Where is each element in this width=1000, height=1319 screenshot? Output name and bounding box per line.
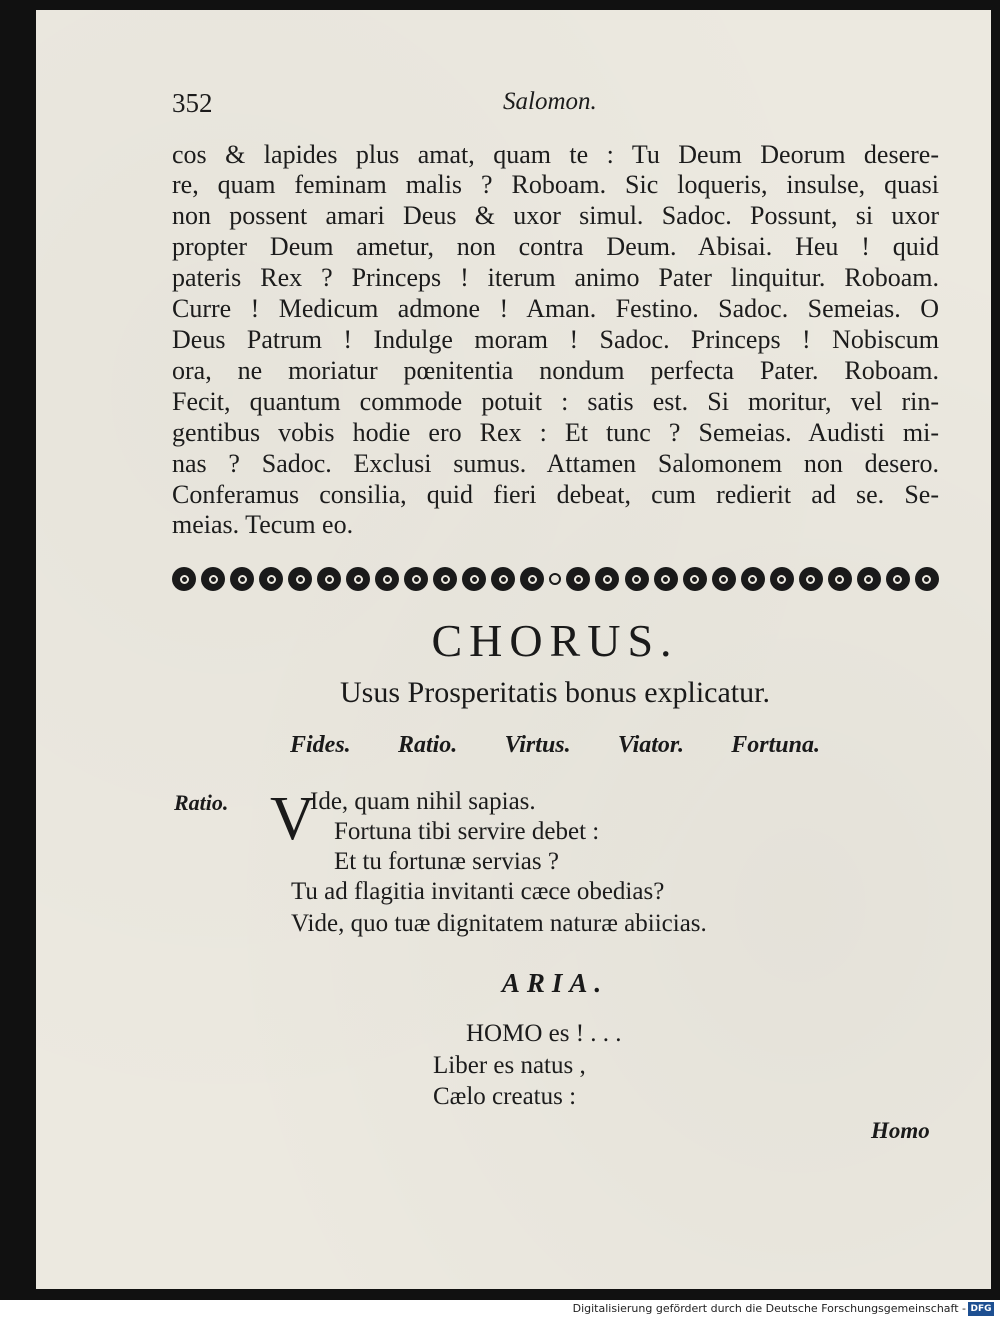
ornament-rosette (491, 567, 515, 591)
ornament-rosette (770, 567, 794, 591)
aria-line: Liber es natus , (433, 1052, 586, 1079)
prose-line: meias. Tecum eo. (172, 510, 354, 539)
ornament-rosette (375, 567, 399, 591)
prose-line: Curre ! Medicum admone ! Aman. Festino. Sadoc. Semeias. O (172, 294, 939, 323)
ornament-rosette (317, 567, 341, 591)
cast-name: Viator. (617, 732, 684, 758)
digitization-credit: Digitalisierung gefördert durch die Deutsche Forschungsgemeinschaft - (572, 1302, 966, 1315)
ornament-rosette (915, 567, 939, 591)
ornament-rosette (712, 567, 736, 591)
prose-line: re, quam feminam malis ? Roboam. Sic loqueris, insulse, quasi (172, 170, 939, 199)
cast-name: Virtus. (504, 732, 571, 758)
verse-line: Fortuna tibi servire debet : (334, 818, 600, 845)
verse-line: Vide, quo tuæ dignitatem naturæ abiicias. (291, 910, 707, 937)
verse-line: Et tu fortunæ servias ? (334, 848, 559, 875)
cast-name: Ratio. (397, 732, 458, 758)
prose-line: gentibus vobis hodie ero Rex : Et tunc ? Semeias. Audisti mi- (172, 418, 939, 447)
aria-heading: ARIA. (501, 968, 609, 998)
ornament-rosette (259, 567, 283, 591)
ornament-rosette (799, 567, 823, 591)
ornament-rosette (549, 573, 561, 585)
ornament-rosette (462, 567, 486, 591)
aria-line: Cælo creatus : (433, 1083, 577, 1110)
ornament-rosette (433, 567, 457, 591)
prose-line: Deus Patrum ! Indulge moram ! Sadoc. Princeps ! Nobiscum (172, 325, 939, 354)
speaker-label: Ratio. (174, 790, 229, 815)
cast-name: Fides. (290, 732, 351, 758)
ornament-rosette (566, 567, 590, 591)
ornament-rosette (172, 567, 196, 591)
ornament-rosette (683, 567, 707, 591)
ornament-rosette (828, 567, 852, 591)
prose-line: Fecit, quantum commode potuit : satis est. Si moritur, vel rin- (172, 387, 939, 416)
prose-line: pateris Rex ? Princeps ! iterum animo Pater linquitur. Roboam. (172, 263, 939, 292)
ornament-rosette (741, 567, 765, 591)
prose-line: cos & lapides plus amat, quam te : Tu Deum Deorum desere- (172, 140, 939, 169)
ornament-rosette (595, 567, 619, 591)
ornament-rosette (346, 567, 370, 591)
ornament-rosette (201, 567, 225, 591)
chorus-subtitle: Usus Prosperitatis bonus explicatur. (340, 676, 770, 709)
prose-line: nas ? Sadoc. Exclusi sumus. Attamen Salomonem non desero. (172, 449, 939, 478)
running-title: Salomon. (503, 88, 597, 115)
ornament-rosette (288, 567, 312, 591)
ornament-rosette (654, 567, 678, 591)
prose-line: non possent amari Deus & uxor simul. Sadoc. Possunt, si uxor (172, 201, 939, 230)
ornament-rosette (857, 567, 881, 591)
drop-cap: V (270, 785, 315, 853)
ornament-rosette (625, 567, 649, 591)
ornament-rosette (230, 567, 254, 591)
prose-line: ora, ne moriatur pœnitentia nondum perfecta Pater. Roboam. (172, 356, 939, 385)
chorus-heading: CHORUS. (431, 615, 679, 666)
prose-line: Conferamus consilia, quid fieri debeat, cum redierit ad se. Se- (172, 480, 939, 509)
page-number: 352 (172, 88, 213, 118)
cast-name: Fortuna. (731, 732, 820, 758)
catchword: Homo (871, 1118, 930, 1143)
ornament-rosette (404, 567, 428, 591)
verse-line: Ide, quam nihil sapias. (310, 788, 536, 815)
aria-line: HOMO es ! . . . (466, 1020, 622, 1047)
ornament-rosette (520, 567, 544, 591)
cast-list (290, 732, 820, 759)
ornament-rule (172, 565, 939, 593)
verse-line: Tu ad flagitia invitanti cæce obedias? (291, 878, 665, 905)
dfg-logo[interactable]: DFG (968, 1302, 994, 1316)
prose-line: propter Deum ametur, non contra Deum. Abisai. Heu ! quid (172, 232, 939, 261)
ornament-rosette (886, 567, 910, 591)
